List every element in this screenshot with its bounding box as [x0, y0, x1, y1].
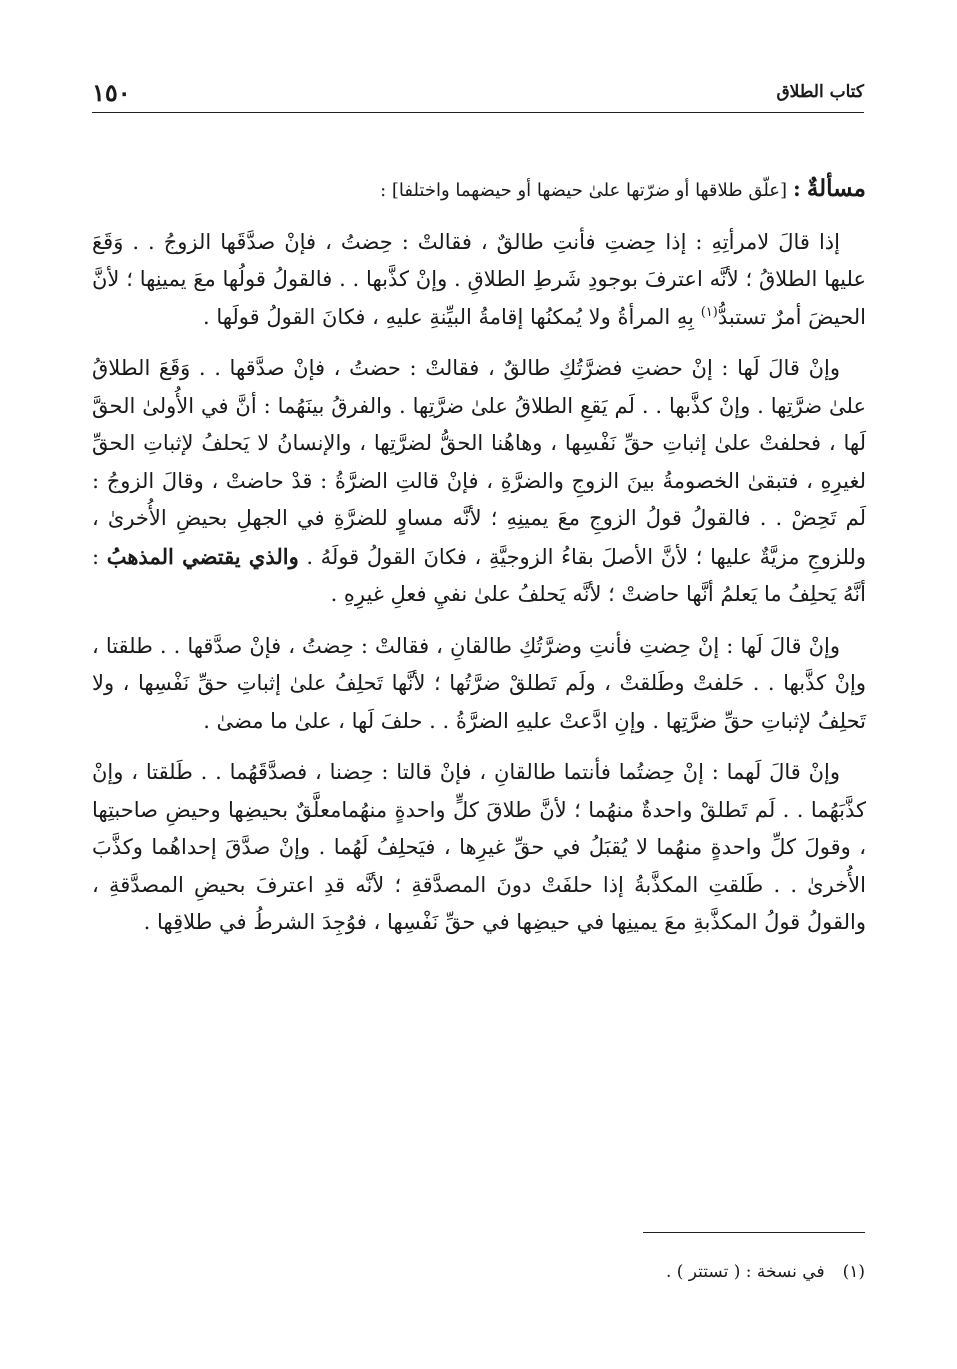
paragraph-3: وإنْ قالَ لَها : إنْ حِضتِ فأنتِ وضرَّتُكِ طالقانِ ، فقالتْ : حِضتُ ، فإنْ صدَّقها . . طلقتا ، وإنْ كذَّبها . . حَلفتْ وطَلقتْ ، ولَم تَطلقْ ضرَّتُها ؛ لأنَّها تَحلِفُ علىٰ إثباتِ حقِّ نَفْسِها ، ولا تَحلِفُ لإثباتِ حقِّ ضرَّتِها . وإنِ ادَّعتْ عليهِ الضرَّةُ . . حلفَ لَها ، علىٰ ما مضىٰ . [92, 633, 866, 733]
paragraph-2 [92, 350, 866, 614]
page-header [92, 72, 864, 113]
paragraph-1 [92, 224, 866, 337]
footnote [165, 1262, 865, 1282]
page-body [92, 170, 866, 952]
footnote-text: في نسخة : ( تستتر ) . [665, 1262, 825, 1282]
section-heading [92, 170, 866, 210]
running-title: كتاب الطلاق [776, 82, 864, 102]
section-title: [علّق طلاقها أو ضرّتها علىٰ حيضها أو حيضهما واختلفا] : [380, 180, 788, 201]
page-number: ١٥٠ [92, 78, 131, 107]
paragraph-text: : أنَّهُ يَحلِفُ ما يَعلمُ أنَّها حاضتْ ؛ لأنَّه يَحلفُ علىٰ نفيِ فعلِ غيرِهِ . [92, 544, 866, 606]
footnote-divider [643, 1232, 865, 1233]
paragraph-4: وإنْ قالَ لَهما : إنْ حِضتُما فأنتما طالقانِ ، فإنْ قالتا : حِضنا ، فصدَّقَهُما . . طَلقتا ، وإنْ كذَّبَهُما . . لَم تَطلقْ واحدةٌ منهُما ؛ لأنَّ طلاقَ كلٍّ واحدةٍ منهُمامعلَّقٌ بحيضِها وحيضِ صاحبتِها ، وقولَ كلِّ واحدةٍ منهُما لا يُقبَلُ في حقِّ غيرِها ، فيَحلِفُ لَهُما . وإنْ صدَّقَ إحداهُما وكذَّبَ الأُخرىٰ . . طَلقتِ المكذَّبةُ إذا حلفَتْ دونَ المصدَّقةِ ؛ لأنَّه قدِ اعترفَ بحيضِ المصدَّقةِ ، والقولُ قولُ المكذَّبةِ معَ يمينِها في حيضِها في حقِّ نَفْسِها ، فوُجِدَ الشرطُ في طلاقِها . [92, 760, 866, 934]
footnote-reference[interactable]: (١) [700, 304, 718, 320]
footnote-number: (١) [842, 1262, 865, 1282]
paragraph-text: وإنْ قالَ لَها : إنْ حضتِ فضرَّتُكِ طالقٌ ، فقالتْ : حضتُ ، فإنْ صدَّقها . . وَقَعَ الطلاقُ علىٰ ضرَّتِها . وإنْ كذَّبها . . لَم يَقعِ الطلاقُ علىٰ ضرَّتِها . والفرقُ بينَهُما : أنَّ في الأُولىٰ الحقَّ لَها ، فحلفتْ علىٰ إثباتِ حقِّ نَفْسِها ، وهاهُنا الحقُّ لضرَّتِها ، والإنسانُ لا يَحلفُ لإثباتِ الحقِّ لغيرِهِ ، فتبقىٰ الخصومةُ بينَ الزوجِ والضرَّةِ ، فإنْ قالتِ الضرَّةُ : قدْ حاضتْ ، وقالَ الزوجُ : لَم تَحِضْ . . فالقولُ قولُ الزوجِ معَ يمينِهِ ؛ لأنَّه مساوٍ للضرَّةِ في الجهلِ بحيضِ الأُخرىٰ ، وللزوجِ مزيَّةٌ عليها ؛ لأنَّ الأصلَ بقاءُ الزوجيَّةِ ، فكانَ القولُ قولَهُ . [92, 356, 866, 569]
section-separator: : [793, 176, 801, 201]
paragraph-text: إذا قالَ لامرأتِهِ : إذا حِضتِ فأنتِ طالقٌ ، فقالتْ : حِضتُ ، فإنْ صدَّقَها الزوجُ . . وَقَعَ عليها الطلاقُ ؛ لأنَّه اعترفَ بوجودِ شَرطِ الطلاقِ . وإنْ كذَّبها . . فالقولُ قولُها معَ يمينِها ؛ لأنَّ الحيضَ أمرٌ تستبدُّ [92, 229, 866, 329]
paragraph-text: بِهِ المرأةُ ولا يُمكنُها إقامةُ البيِّنةِ عليهِ ، فكانَ القولُ قولَها . [202, 304, 701, 329]
section-label: مسألةٌ [806, 175, 866, 202]
bold-phrase: والذي يقتضي المذهبُ [106, 543, 299, 569]
